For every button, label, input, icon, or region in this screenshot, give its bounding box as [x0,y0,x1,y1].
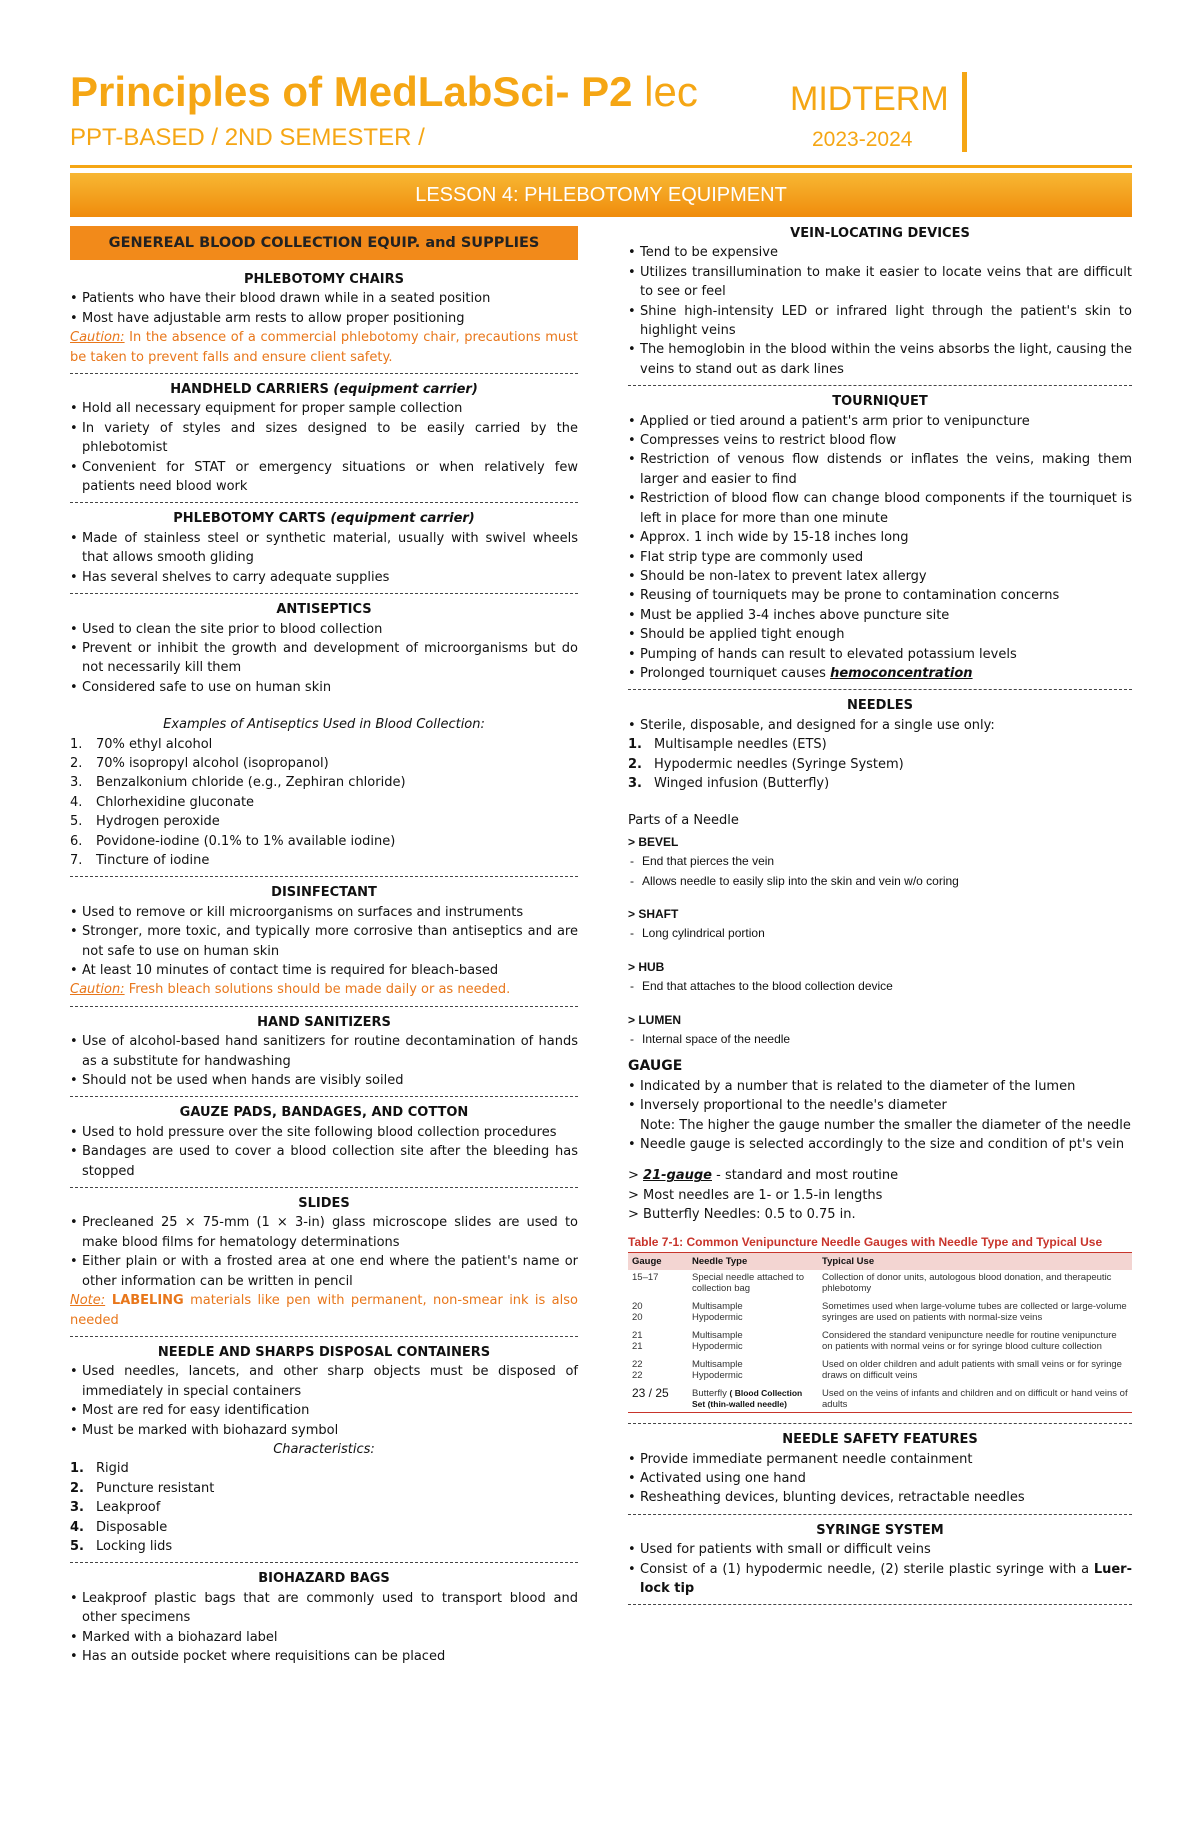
antiseptics-list [70,620,578,698]
part-hub: > HUB [628,959,665,974]
list-item: • Used to remove or kill microorganisms on surfaces and instruments [70,903,578,922]
biohazard-heading: BIOHAZARD BAGS [258,1571,390,1587]
table-title: Table 7-1: Common Venipuncture Needle Gauges with Needle Type and Typical Use [628,1234,1103,1249]
list-item: • Must be marked with biohazard symbol [70,1421,578,1440]
list-item: 2. Puncture resistant [70,1480,215,1496]
list-item: • Has an outside pocket where requisitions can be placed [70,1647,578,1666]
divider [70,1096,578,1097]
divider [70,1006,578,1007]
section-banner: GENEREAL BLOOD COLLECTION EQUIP. and SUPPLIES [70,226,578,260]
list-item: • Considered safe to use on human skin [70,678,578,697]
safety-heading: NEEDLE SAFETY FEATURES [782,1432,978,1448]
right-column [628,224,1132,1611]
needles-list [628,716,1132,735]
table-row: 22 22 Multisample Hypodermic Used on older children and adult patients with small veins or for syringe draws on difficult veins [632,1359,1122,1382]
list-item: • The hemoglobin in the blood within the veins absorbs the light, causing the veins to stand out as dark lines [628,340,1132,379]
table-header: Typical Use [818,1253,1132,1271]
table-row: 21 21 Multisample Hypodermic Considered the standard venipuncture needle for routine venipuncture on patients with normal veins or for syringe blood culture collection [632,1330,1117,1353]
list-item: • Use of alcohol-based hand sanitizers for routine decontamination of hands as a substitute for handwashing [70,1032,578,1071]
gauge-list [628,1077,1132,1116]
list-item: • Prolonged tourniquet causes hemoconcentration [628,664,1132,683]
list-item: 1. Multisample needles (ETS) [628,737,827,753]
list-item: • Reusing of tourniquets may be prone to contamination concerns [628,586,1132,605]
list-item: 3. Leakproof [70,1500,161,1516]
vein-list [628,243,1132,379]
needles-heading: NEEDLES [847,698,913,714]
list-item: 3. Winged infusion (Butterfly) [628,775,830,791]
list-item: 3. Benzalkonium chloride (e.g., Zephiran chloride) [70,775,406,791]
antiseptics-heading: ANTISEPTICS [276,602,372,618]
list-item: • Activated using one hand [628,1469,1132,1488]
part-lumen: > LUMEN [628,1012,682,1027]
gauge-note: Note: The higher the gauge number the smaller the diameter of the needle [640,1117,1131,1133]
antiseptics-examples [70,735,578,871]
slides-heading: SLIDES [298,1196,350,1212]
list-item: 5. Locking lids [70,1538,173,1554]
needle-lengths: > Most needles are 1- or 1.5-in lengths [628,1187,883,1203]
year-label: 2023-2024 [812,128,913,151]
list-item: • Should be non-latex to prevent latex allergy [628,567,1132,586]
list-item: 4. Chlorhexidine gluconate [70,794,255,810]
chairs-caution: Caution: In the absence of a commercial phlebotomy chair, precautions must be taken to prevent falls and ensure client safety. [70,330,578,365]
list-item: • Leakproof plastic bags that are commonly used to transport blood and other specimens [70,1589,578,1628]
list-item: 2. Hypodermic needles (Syringe System) [628,756,904,772]
divider [70,1562,578,1563]
butterfly-lengths: > Butterfly Needles: 0.5 to 0.75 in. [628,1207,856,1223]
list-item: • Tend to be expensive [628,243,1132,262]
list-item: 2. 70% isopropyl alcohol (isopropanol) [70,755,329,771]
list-item: • Should be applied tight enough [628,625,1132,644]
list-item: • Inversely proportional to the needle's diameter [628,1096,1132,1115]
list-item: • In variety of styles and sizes designed to be easily carried by the phlebotomist [70,419,578,458]
divider [628,1423,1132,1424]
table-header: Gauge [628,1253,688,1271]
list-item: • Flat strip type are commonly used [628,548,1132,567]
list-item: • Used to clean the site prior to blood collection [70,620,578,639]
list-item: • Should not be used when hands are visibly soiled [70,1071,578,1090]
list-item: • Convenient for STAT or emergency situations or when relatively few patients need blood work [70,458,578,497]
list-item: • Used for patients with small or difficult veins [628,1540,1132,1559]
title-main: Principles of MedLabSci- P2 [70,68,633,115]
document-title [70,68,698,116]
list-item: • Provide immediate permanent needle containment [628,1450,1132,1469]
list-item: • Precleaned 25 × 75-mm (1 × 3-in) glass microscope slides are used to make blood films for hematology determinations [70,1213,578,1252]
term-label: MIDTERM [790,80,949,118]
slides-list [70,1213,578,1291]
list-item: • Patients who have their blood drawn while in a seated position [70,289,578,308]
antiseptics-examples-title: Examples of Antiseptics Used in Blood Collection: [163,717,485,733]
handheld-heading: HANDHELD CARRIERS (equipment carrier) [170,382,478,398]
list-item: • Compresses veins to restrict blood flow [628,431,1132,450]
list-item: • Consist of a (1) hypodermic needle, (2) sterile plastic syringe with a Luer-lock tip [628,1560,1132,1599]
divider [628,385,1132,386]
divider [628,689,1132,690]
list-item: • Must be applied 3-4 inches above puncture site [628,606,1132,625]
divider [70,502,578,503]
list-item: • Applied or tied around a patient's arm prior to venipuncture [628,412,1132,431]
part-shaft: > SHAFT [628,907,679,921]
list-item: 6. Povidone-iodine (0.1% to 1% available iodine) [70,833,396,849]
list-item: • Indicated by a number that is related to the diameter of the lumen [628,1077,1132,1096]
list-item: • Restriction of blood flow can change blood components if the tourniquet is left in place for more than one minute [628,489,1132,528]
list-item: • Restriction of venous flow distends or inflates the veins, making them larger and easier to find [628,450,1132,489]
list-item: • Marked with a biohazard label [70,1628,578,1647]
sharps-characteristics-title: Characteristics: [273,1441,375,1457]
tourniquet-heading: TOURNIQUET [832,394,928,410]
header-divider [962,72,967,152]
divider [628,1514,1132,1515]
list-item: • Stronger, more toxic, and typically more corrosive than antiseptics and are not safe to use on human skin [70,922,578,961]
tourniquet-list [628,412,1132,684]
list-item: • Approx. 1 inch wide by 15-18 inches long [628,528,1132,547]
part-bevel: > BEVEL [628,834,679,849]
list-item: • At least 10 minutes of contact time is required for bleach-based [70,961,578,980]
title-lec: lec [644,68,698,115]
divider [70,1336,578,1337]
list-item: • Has several shelves to carry adequate supplies [70,568,578,587]
list-item: • Used to hold pressure over the site following blood collection procedures [70,1123,578,1142]
list-item: 1. 70% ethyl alcohol [70,736,213,752]
sharps-characteristics [70,1459,578,1556]
table-header: Needle Type [688,1253,818,1271]
divider [70,1187,578,1188]
gauze-list [70,1123,578,1181]
list-item: • Most are red for easy identification [70,1401,578,1420]
carts-list [70,529,578,587]
list-item: • Sterile, disposable, and designed for a single use only: [628,716,1132,735]
lesson-banner: LESSON 4: PHLEBOTOMY EQUIPMENT [70,173,1132,217]
disinfectant-caution: Caution: Fresh bleach solutions should be made daily or as needed. [70,982,511,998]
slides-note: Note: LABELING materials like pen with permanent, non-smear ink is also needed [70,1293,578,1328]
list-item: 4. Disposable [70,1519,168,1535]
parts-title: Parts of a Needle [628,813,739,829]
list-item: • Needle gauge is selected accordingly to the size and condition of pt's vein [628,1135,1132,1154]
part-desc: - Allows needle to easily slip into the skin and vein w/o coring [628,872,1132,891]
biohazard-list [70,1589,578,1667]
list-item: 5. Hydrogen peroxide [70,814,220,830]
list-item: • Hold all necessary equipment for proper sample collection [70,399,578,418]
left-column [70,224,578,1666]
syringe-list [628,1540,1132,1598]
part-desc: - Internal space of the needle [628,1030,1132,1049]
needle-gauge-table [628,1252,1132,1413]
sharps-list [70,1362,578,1440]
divider [70,876,578,877]
table-row: 20 20 Multisample Hypodermic Sometimes used when large-volume tubes are collected or large-volume syringes are used on patients with normal-size veins [632,1301,1127,1324]
gauze-heading: GAUZE PADS, BANDAGES, AND COTTON [179,1105,469,1121]
needle-types [628,735,1132,793]
list-item: • Used needles, lancets, and other sharp objects must be disposed of immediately in special containers [70,1362,578,1401]
list-item: 1. Rigid [70,1461,129,1477]
list-item: • Most have adjustable arm rests to allow proper positioning [70,309,578,328]
syringe-heading: SYRINGE SYSTEM [816,1522,944,1538]
chairs-heading: PHLEBOTOMY CHAIRS [243,272,405,287]
sanitizers-list [70,1032,578,1090]
list-item: • Prevent or inhibit the growth and development of microorganisms but do not necessarily kill them [70,639,578,678]
list-item: 7. Tincture of iodine [70,852,210,868]
divider [70,593,578,594]
part-desc: - End that attaches to the blood collection device [628,977,1132,996]
gauge-heading: GAUGE [628,1058,683,1075]
gauge-21: > 21-gauge - standard and most routine [628,1168,899,1184]
disinfectant-heading: DISINFECTANT [271,885,377,901]
vein-heading: VEIN-LOCATING DEVICES [790,226,970,241]
part-desc: - End that pierces the vein [628,852,1132,871]
sharps-heading: NEEDLE AND SHARPS DISPOSAL CONTAINERS [157,1344,491,1360]
sanitizers-heading: HAND SANITIZERS [257,1014,391,1030]
carts-heading: PHLEBOTOMY CARTS (equipment carrier) [173,511,475,527]
disinfectant-list [70,903,578,981]
table-row: 15–17 Special needle attached to collection bag Collection of donor units, autologous blood donation, and therapeutic phlebotomy [632,1272,1112,1295]
part-desc: - Long cylindrical portion [628,924,1132,943]
list-item: • Shine high-intensity LED or infrared light through the patient's skin to highlight veins [628,302,1132,341]
list-item: • Bandages are used to cover a blood collection site after the bleeding has stopped [70,1142,578,1181]
chairs-list [70,289,578,328]
header-rule [70,165,1132,168]
list-item: • Made of stainless steel or synthetic material, usually with swivel wheels that allows smooth gliding [70,529,578,568]
handheld-list [70,399,578,496]
document-subtitle: PPT-BASED / 2ND SEMESTER / [70,124,425,151]
table-row: 23 / 25 Butterfly ( Blood Collection Set (thin-walled needle) Used on the veins of infants and children and on difficult or hand veins of adults [628,1383,1132,1413]
list-item: • Utilizes transillumination to make it easier to locate veins that are difficult to see or feel [628,263,1132,302]
divider [628,1604,1132,1605]
gauge-list-2 [628,1135,1132,1154]
safety-list [628,1450,1132,1508]
list-item: • Resheathing devices, blunting devices, retractable needles [628,1488,1132,1507]
list-item: • Pumping of hands can result to elevated potassium levels [628,645,1132,664]
divider [70,373,578,374]
list-item: • Either plain or with a frosted area at one end where the patient's name or other information can be written in pencil [70,1252,578,1291]
